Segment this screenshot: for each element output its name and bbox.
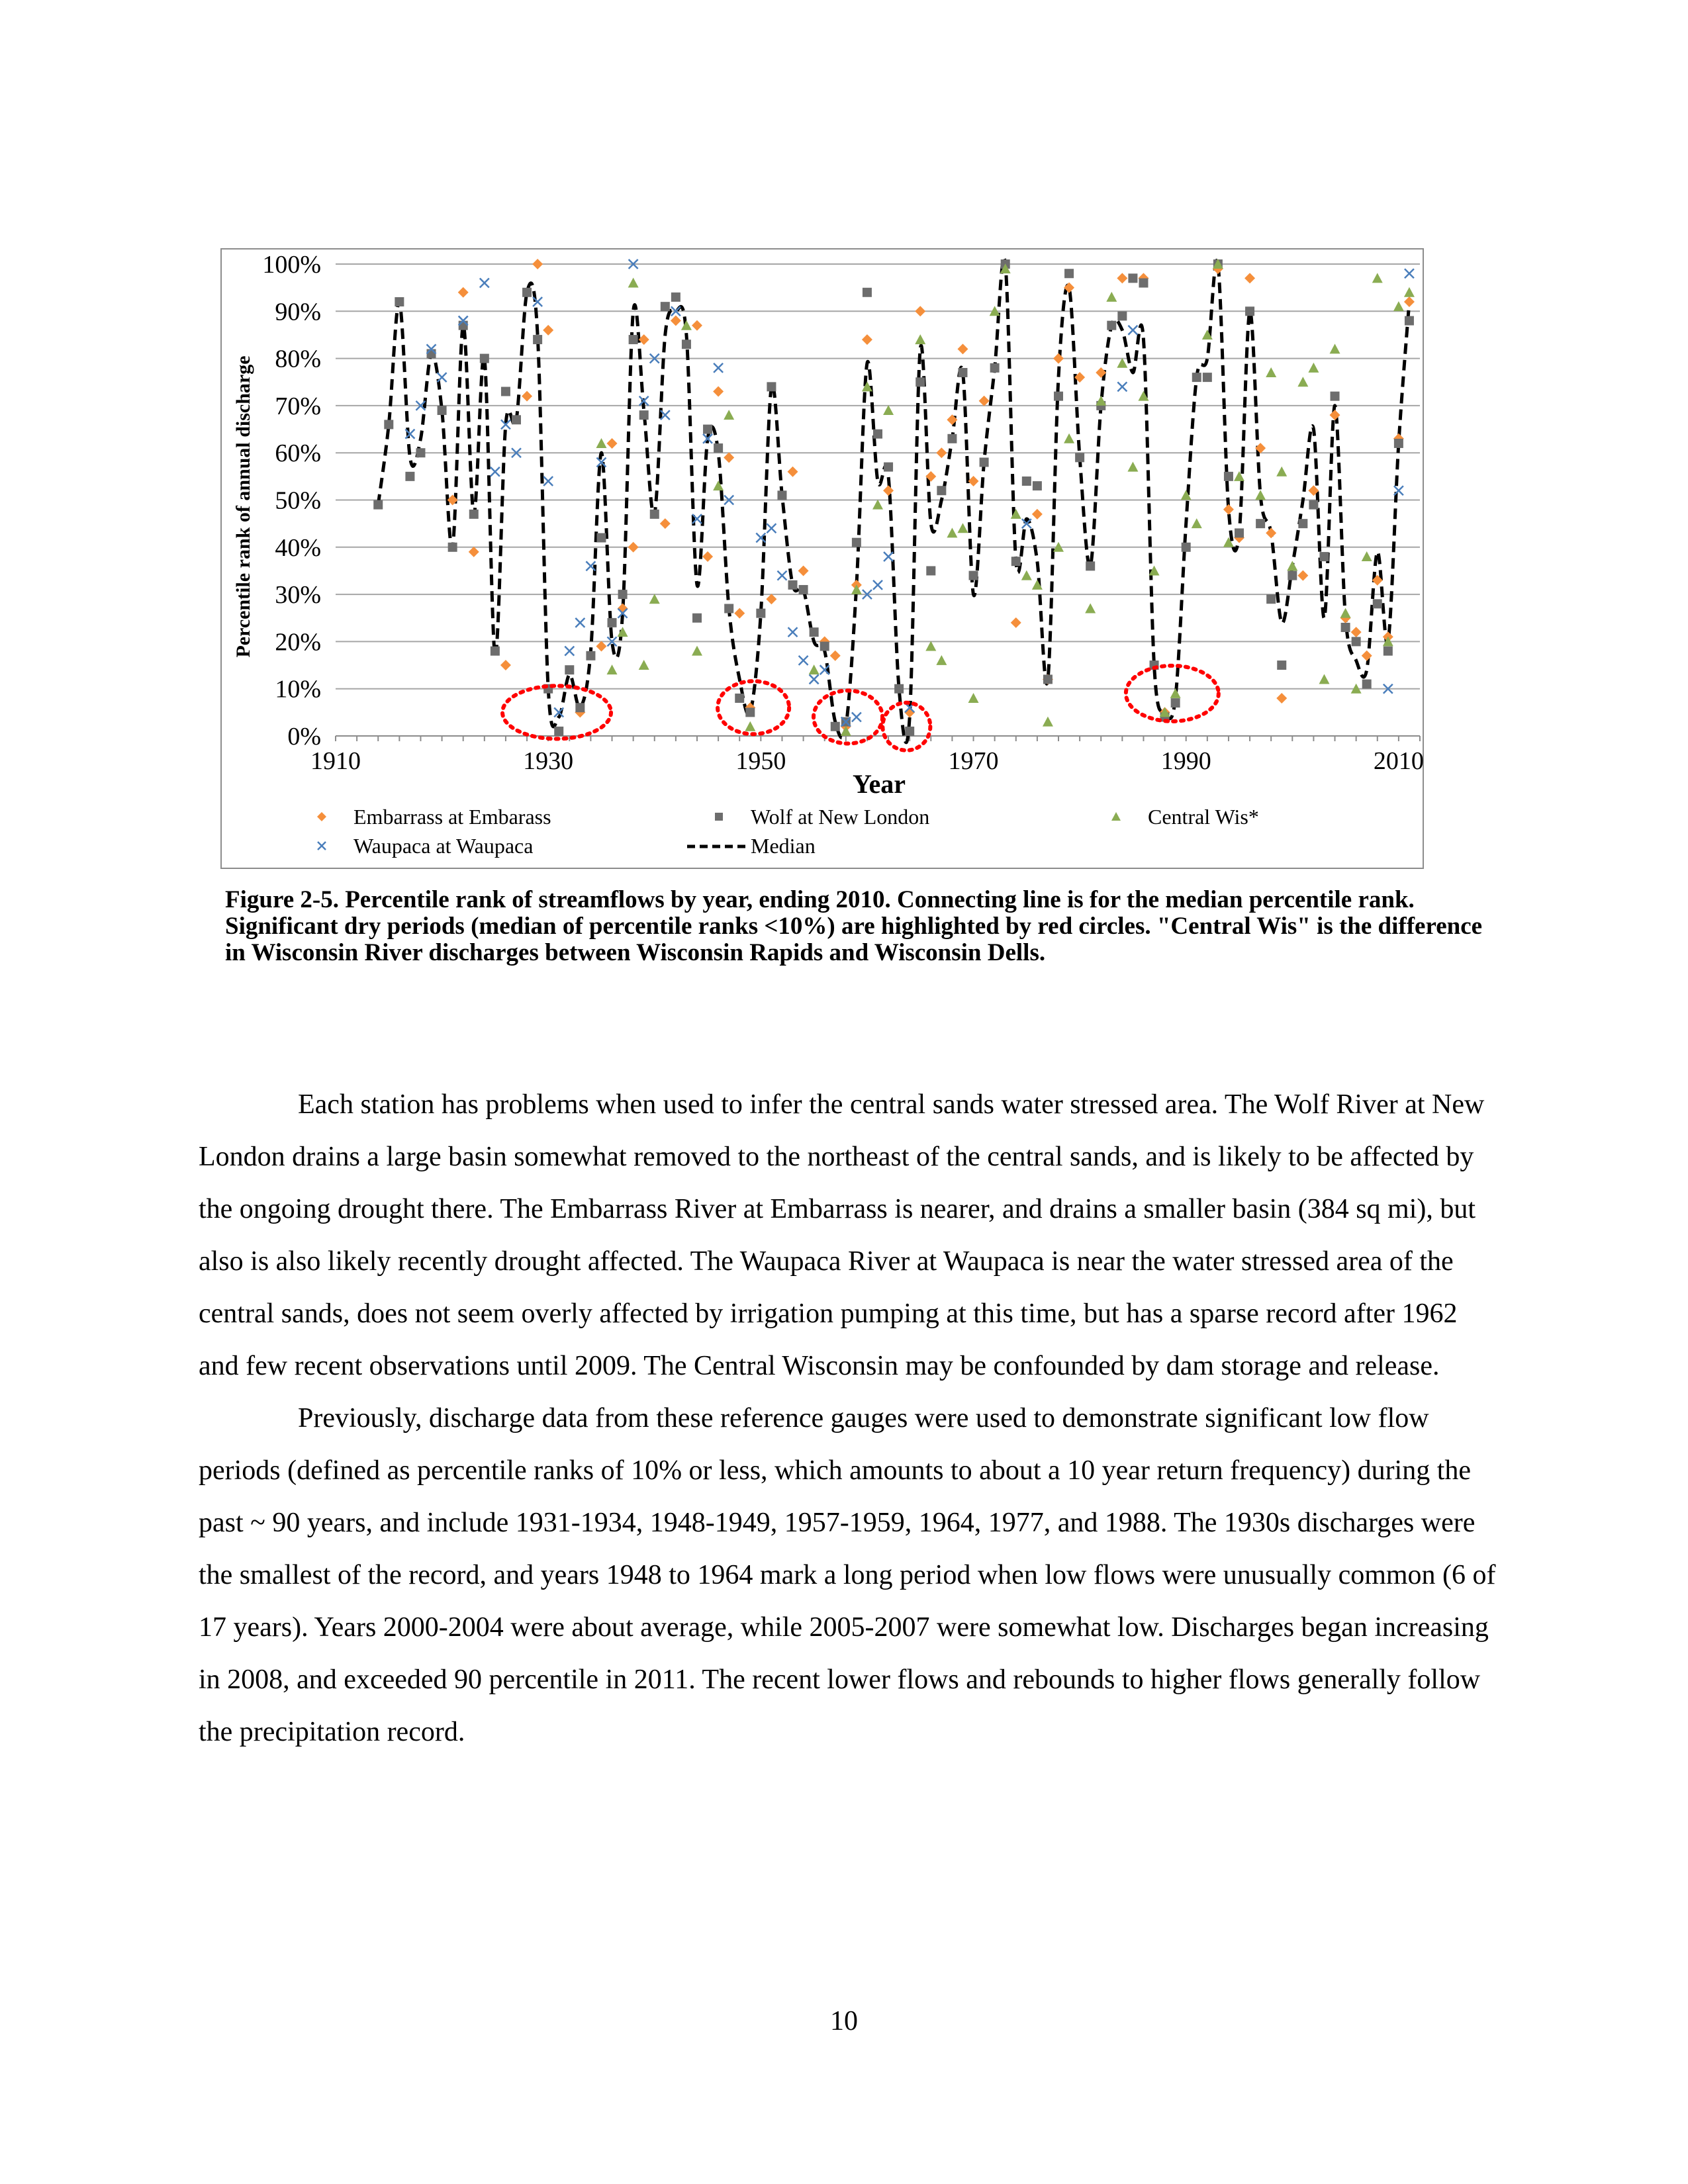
wolf-at-new-london-point bbox=[608, 618, 617, 627]
legend-item-waupaca-at-waupaca bbox=[318, 834, 533, 858]
x-tick-label: 1950 bbox=[735, 747, 786, 775]
wolf-at-new-london-point bbox=[1182, 543, 1191, 552]
wolf-at-new-london-point bbox=[1107, 321, 1116, 330]
central-wis-point bbox=[862, 381, 872, 391]
wolf-at-new-london-point bbox=[1331, 392, 1340, 401]
wolf-at-new-london-point bbox=[618, 590, 628, 599]
x-tick-label: 1990 bbox=[1160, 747, 1211, 775]
wolf-at-new-london-point bbox=[852, 538, 861, 547]
wolf-at-new-london-point bbox=[1245, 306, 1254, 316]
central-wis-point bbox=[1149, 565, 1160, 575]
series-embarrass-at-embarass bbox=[447, 259, 1415, 732]
embarrass-at-embarass-point bbox=[798, 565, 809, 576]
embarrass-at-embarass-point bbox=[1266, 527, 1276, 538]
central-wis-point bbox=[1276, 467, 1287, 477]
wolf-at-new-london-point bbox=[788, 580, 798, 590]
y-tick-label: 10% bbox=[275, 675, 321, 704]
y-tick-label: 30% bbox=[275, 581, 321, 610]
wolf-at-new-london-point bbox=[915, 377, 925, 387]
central-wis-point bbox=[596, 438, 606, 448]
central-wis-point bbox=[1362, 551, 1372, 561]
embarrass-at-embarass-point bbox=[1117, 273, 1127, 283]
central-wis-point bbox=[915, 334, 925, 344]
x-tick-label: 1930 bbox=[523, 747, 574, 775]
embarrass-at-embarass-point bbox=[936, 447, 947, 458]
wolf-at-new-london-point bbox=[1086, 561, 1095, 570]
central-wis-point bbox=[1096, 396, 1106, 406]
wolf-at-new-london-point bbox=[884, 463, 893, 472]
embarrass-at-embarass-point bbox=[532, 259, 543, 269]
embarrass-at-embarass-point bbox=[1244, 273, 1255, 283]
central-wis-point bbox=[1106, 292, 1117, 302]
central-wis-point bbox=[925, 641, 936, 651]
embarrass-at-embarass-point bbox=[724, 452, 734, 463]
wolf-at-new-london-point bbox=[1341, 623, 1350, 632]
embarrass-at-embarass-point bbox=[1330, 410, 1340, 420]
central-wis-point bbox=[936, 655, 947, 665]
x-tick-label: 1910 bbox=[310, 747, 361, 775]
wolf-at-new-london-point bbox=[1054, 392, 1063, 401]
y-tick-label: 80% bbox=[275, 345, 321, 373]
wolf-at-new-london-point bbox=[1319, 552, 1329, 561]
wolf-at-new-london-point bbox=[873, 430, 882, 439]
x-tick-label: 2010 bbox=[1373, 747, 1424, 775]
wolf-at-new-london-point bbox=[1033, 481, 1042, 490]
axes bbox=[336, 736, 1420, 741]
x-tick-label: 1970 bbox=[948, 747, 999, 775]
waupaca-at-waupaca-point bbox=[1405, 269, 1414, 278]
wolf-at-new-london-point bbox=[1383, 647, 1393, 656]
wolf-at-new-london-point bbox=[958, 368, 967, 377]
chart-container bbox=[220, 248, 1424, 869]
wolf-at-new-london-point bbox=[480, 354, 489, 363]
legend-label: Embarrass at Embarass bbox=[353, 805, 551, 829]
wolf-at-new-london-point bbox=[735, 694, 744, 703]
embarrass-at-embarass-point bbox=[543, 325, 553, 336]
embarrass-at-embarass-point bbox=[1053, 353, 1064, 364]
wolf-at-new-london-point bbox=[586, 651, 595, 660]
embarrass-at-embarass-point bbox=[500, 660, 511, 670]
y-tick-label: 100% bbox=[262, 251, 321, 279]
legend-label: Wolf at New London bbox=[751, 805, 930, 829]
central-wis-point bbox=[1127, 462, 1138, 472]
body-text bbox=[199, 1079, 1496, 1758]
central-wis-point bbox=[1340, 608, 1351, 618]
central-wis-point bbox=[1404, 287, 1415, 297]
wolf-at-new-london-point bbox=[714, 443, 723, 453]
central-wis-point bbox=[618, 627, 628, 637]
embarrass-at-embarass-point bbox=[1404, 296, 1415, 307]
central-wis-point bbox=[1117, 358, 1127, 368]
waupaca-at-waupaca-point bbox=[1117, 382, 1127, 391]
central-wis-point bbox=[639, 660, 649, 670]
wolf-at-new-london-point bbox=[491, 647, 500, 656]
series-central-wis bbox=[596, 259, 1414, 736]
legend bbox=[317, 805, 1259, 858]
wolf-at-new-london-point bbox=[1256, 519, 1265, 528]
wolf-at-new-london-point bbox=[745, 707, 755, 717]
wolf-at-new-london-point bbox=[1203, 373, 1212, 382]
central-wis-point bbox=[607, 664, 618, 674]
waupaca-at-waupaca-point bbox=[1128, 326, 1137, 335]
central-wis-point bbox=[681, 320, 692, 330]
embarrass-at-embarass-point bbox=[957, 343, 968, 354]
central-wis-point bbox=[947, 527, 957, 537]
embarrass-at-embarass-point bbox=[596, 641, 606, 652]
wolf-at-new-london-point bbox=[1139, 279, 1148, 288]
wolf-at-new-london-point bbox=[1171, 698, 1180, 707]
wolf-at-new-london-point bbox=[894, 684, 904, 694]
waupaca-at-waupaca-point bbox=[565, 647, 574, 656]
central-wis-point bbox=[1297, 377, 1308, 387]
y-tick-label: 90% bbox=[275, 298, 321, 326]
wolf-at-new-london-point bbox=[596, 533, 606, 543]
waupaca-at-waupaca-point bbox=[788, 627, 798, 637]
y-tick-label: 0% bbox=[287, 723, 321, 751]
wolf-at-new-london-point bbox=[469, 510, 479, 519]
embarrass-at-embarass-point bbox=[883, 485, 894, 496]
embarrass-at-embarass-point bbox=[766, 594, 776, 604]
central-wis-point bbox=[1064, 433, 1074, 443]
embarrass-at-embarass-point bbox=[1276, 693, 1287, 704]
waupaca-at-waupaca-point bbox=[575, 618, 585, 627]
wolf-at-new-london-point bbox=[947, 434, 957, 443]
wolf-at-new-london-point bbox=[554, 727, 563, 736]
waupaca-at-waupaca-point bbox=[884, 552, 893, 561]
wolf-at-new-london-point bbox=[661, 302, 670, 311]
embarrass-at-embarass-point bbox=[628, 542, 639, 553]
wolf-at-new-london-point bbox=[1064, 269, 1074, 278]
wolf-at-new-london-point bbox=[650, 510, 659, 519]
wolf-at-new-london-point bbox=[969, 571, 978, 580]
embarrass-at-embarass-point bbox=[788, 467, 798, 477]
wolf-at-new-london-point bbox=[1128, 273, 1137, 283]
embarrass-at-embarass-point bbox=[660, 518, 671, 529]
wolf-at-new-london-point bbox=[629, 335, 638, 344]
legend-item-median bbox=[687, 834, 816, 858]
wolf-at-new-london-point bbox=[1298, 519, 1307, 528]
central-wis-point bbox=[1032, 580, 1043, 590]
wolf-at-new-london-point bbox=[575, 703, 585, 712]
x-axis-title: Year bbox=[853, 769, 906, 799]
wolf-at-new-london-point bbox=[1235, 528, 1244, 537]
central-wis-point bbox=[1330, 343, 1340, 353]
wolf-at-new-london-point bbox=[533, 335, 542, 344]
wolf-at-new-london-point bbox=[692, 614, 702, 623]
central-wis-point bbox=[1372, 273, 1383, 283]
embarrass-at-embarass-point bbox=[522, 391, 532, 402]
legend-label: Central Wis* bbox=[1148, 805, 1259, 829]
central-wis-point bbox=[1234, 471, 1244, 481]
wolf-at-new-london-point bbox=[1192, 373, 1201, 382]
wolf-at-new-london-point bbox=[1373, 599, 1382, 608]
embarrass-at-embarass-point bbox=[607, 438, 618, 449]
series-waupaca-at-waupaca bbox=[405, 259, 1414, 727]
embarrass-at-embarass-point bbox=[1223, 504, 1234, 515]
chart-svg bbox=[222, 250, 1425, 870]
waupaca-at-waupaca-point bbox=[799, 656, 808, 665]
dry-period-circles bbox=[502, 666, 1219, 751]
central-wis-point bbox=[1266, 367, 1276, 377]
embarrass-at-embarass-point bbox=[1297, 570, 1308, 581]
wolf-at-new-london-point bbox=[1288, 571, 1297, 580]
wolf-at-new-london-point bbox=[1075, 453, 1084, 462]
embarrass-at-embarass-point bbox=[734, 608, 745, 619]
wolf-at-new-london-point bbox=[405, 472, 414, 481]
wolf-at-new-london-point bbox=[427, 349, 436, 358]
page-number: 10 bbox=[830, 2006, 858, 2036]
wolf-at-new-london-point bbox=[777, 490, 786, 500]
central-wis-point bbox=[745, 721, 755, 731]
waupaca-at-waupaca-point bbox=[873, 580, 882, 590]
wolf-at-new-london-point bbox=[512, 415, 521, 424]
y-axis-title: Percentile rank of annual discharge bbox=[232, 355, 254, 658]
central-wis-point bbox=[809, 664, 820, 674]
central-wis-point bbox=[968, 693, 979, 703]
wolf-at-new-london-point bbox=[1394, 439, 1403, 448]
legend-item-central-wis bbox=[1111, 805, 1259, 829]
embarrass-at-embarass-point bbox=[1011, 617, 1021, 628]
embarrass-at-embarass-point bbox=[862, 334, 872, 345]
central-wis-point bbox=[1043, 717, 1053, 727]
legend-marker-icon bbox=[318, 842, 326, 850]
wolf-at-new-london-point bbox=[810, 627, 819, 637]
central-wis-point bbox=[649, 594, 660, 604]
wolf-at-new-london-point bbox=[639, 410, 649, 420]
central-wis-point bbox=[1085, 603, 1096, 613]
embarrass-at-embarass-point bbox=[830, 651, 841, 661]
wolf-at-new-london-point bbox=[565, 665, 574, 674]
waupaca-at-waupaca-point bbox=[810, 674, 819, 684]
wolf-at-new-london-point bbox=[384, 420, 393, 429]
figure-caption bbox=[225, 887, 1483, 966]
central-wis-point bbox=[1255, 490, 1266, 500]
embarrass-at-embarass-point bbox=[1032, 509, 1043, 520]
wolf-at-new-london-point bbox=[373, 500, 383, 510]
paragraph-1: Each station has problems when used to infer the central sands water stressed area. The Wolf River at New London drains a large basin somewhat removed to the northeast of the central sands, and is likely to be affected by the ongoing drought there. The Embarrass River at Embarrass is nearer, and drains a smaller basin (384 sq mi), but also is also likely recently drought affected. The Waupaca River at Waupaca is near the water stressed area of the central sands, does not seem overly affected by irrigation pumping at this time, but has a sparse record after 1962 and few recent observations until 2009. The Central Wisconsin may be confounded by dam storage and release. bbox=[199, 1089, 1485, 1381]
wolf-at-new-london-point bbox=[863, 288, 872, 297]
central-wis-point bbox=[883, 405, 894, 415]
embarrass-at-embarass-point bbox=[1351, 627, 1362, 637]
marker-series bbox=[373, 259, 1415, 736]
central-wis-point bbox=[724, 410, 734, 420]
wolf-at-new-london-point bbox=[724, 604, 733, 613]
embarrass-at-embarass-point bbox=[671, 316, 681, 326]
wolf-at-new-london-point bbox=[756, 609, 765, 618]
wolf-at-new-london-point bbox=[703, 425, 712, 434]
wolf-at-new-london-point bbox=[395, 297, 404, 306]
wolf-at-new-london-point bbox=[1362, 680, 1372, 689]
wolf-at-new-london-point bbox=[1011, 557, 1021, 566]
wolf-at-new-london-point bbox=[1224, 472, 1233, 481]
wolf-at-new-london-point bbox=[438, 406, 447, 415]
wolf-at-new-london-point bbox=[1022, 477, 1031, 486]
y-tick-label: 60% bbox=[275, 439, 321, 468]
waupaca-at-waupaca-point bbox=[480, 279, 489, 288]
central-wis-point bbox=[872, 500, 883, 510]
embarrass-at-embarass-point bbox=[979, 396, 990, 406]
wolf-at-new-london-point bbox=[1266, 594, 1276, 604]
y-tick-label: 70% bbox=[275, 392, 321, 420]
wolf-at-new-london-point bbox=[459, 321, 468, 330]
wolf-at-new-london-point bbox=[937, 486, 946, 495]
dry-period-circle bbox=[1126, 666, 1219, 721]
paragraph-2: Previously, discharge data from these reference gauges were used to demonstrate significant low flow periods (defined as percentile ranks of 10% or less, which amounts to about a 10 year return frequency) during the past ~ 90 years, and include 1931-1934, 1948-1949, 1957-1959, 1964, 1977, and 1988. The 1930s discharges were the smallest of the record, and years 1948 to 1964 mark a long period when low flows were unusually common (6 of 17 years). Years 2000-2004 were about average, while 2005-2007 were somewhat low. Discharges began increasing in 2008, and exceeded 90 percentile in 2011. The recent lower flows and rebounds to higher flows generally follow the precipitation record. bbox=[199, 1403, 1496, 1747]
axis-labels bbox=[232, 251, 1424, 799]
wolf-at-new-london-point bbox=[980, 457, 989, 467]
legend-item-wolf-at-new-london bbox=[715, 805, 929, 829]
wolf-at-new-london-point bbox=[501, 387, 510, 396]
wolf-at-new-london-point bbox=[522, 288, 532, 297]
wolf-at-new-london-point bbox=[767, 382, 776, 391]
central-wis-point bbox=[1319, 674, 1329, 684]
central-wis-point bbox=[1021, 570, 1032, 580]
embarrass-at-embarass-point bbox=[702, 551, 713, 562]
wolf-at-new-london-point bbox=[682, 340, 691, 349]
wolf-at-new-london-point bbox=[990, 363, 1000, 373]
embarrass-at-embarass-point bbox=[469, 547, 479, 557]
legend-label: Median bbox=[751, 834, 816, 858]
central-wis-point bbox=[1170, 688, 1181, 698]
wolf-at-new-london-point bbox=[1277, 660, 1286, 670]
wolf-at-new-london-point bbox=[1352, 637, 1361, 646]
central-wis-point bbox=[957, 523, 968, 533]
legend-marker-icon bbox=[317, 812, 326, 821]
central-wis-point bbox=[1308, 363, 1319, 373]
waupaca-at-waupaca-point bbox=[438, 373, 447, 382]
y-tick-label: 40% bbox=[275, 533, 321, 562]
central-wis-point bbox=[1287, 561, 1297, 570]
legend-item-embarrass-at-embarass bbox=[317, 805, 551, 829]
waupaca-at-waupaca-point bbox=[491, 467, 500, 477]
central-wis-point bbox=[1393, 301, 1404, 311]
wolf-at-new-london-point bbox=[820, 642, 829, 651]
legend-label: Waupaca at Waupaca bbox=[353, 834, 534, 858]
waupaca-at-waupaca-point bbox=[543, 477, 553, 486]
embarrass-at-embarass-point bbox=[713, 387, 724, 397]
waupaca-at-waupaca-point bbox=[714, 363, 723, 373]
embarrass-at-embarass-point bbox=[692, 320, 702, 331]
y-tick-label: 50% bbox=[275, 486, 321, 515]
legend-marker-icon bbox=[715, 813, 723, 821]
wolf-at-new-london-point bbox=[1043, 674, 1053, 684]
central-wis-point bbox=[628, 278, 639, 288]
wolf-at-new-london-point bbox=[448, 543, 457, 552]
wolf-at-new-london-point bbox=[831, 722, 840, 731]
central-wis-point bbox=[1192, 518, 1202, 528]
wolf-at-new-london-point bbox=[905, 727, 914, 736]
wolf-at-new-london-point bbox=[1405, 316, 1414, 326]
wolf-at-new-london-point bbox=[416, 448, 425, 457]
embarrass-at-embarass-point bbox=[968, 476, 979, 486]
central-wis-point bbox=[692, 646, 702, 656]
embarrass-at-embarass-point bbox=[915, 306, 925, 316]
embarrass-at-embarass-point bbox=[1362, 651, 1372, 661]
waupaca-at-waupaca-point bbox=[777, 571, 786, 580]
wolf-at-new-london-point bbox=[1309, 500, 1318, 510]
embarrass-at-embarass-point bbox=[458, 287, 469, 298]
wolf-at-new-london-point bbox=[799, 585, 808, 594]
y-tick-label: 20% bbox=[275, 628, 321, 657]
wolf-at-new-london-point bbox=[671, 293, 680, 302]
wolf-at-new-london-point bbox=[1117, 311, 1127, 320]
caption-text: Figure 2-5. Percentile rank of streamflows by year, ending 2010. Connecting line is for the median percentile rank. Significant dry periods (median of percentile ranks <10%) are highlighted by red circles. "Central Wis" is the difference in Wisconsin River discharges between Wisconsin Rapids and Wisconsin Dells. bbox=[225, 886, 1483, 966]
waupaca-at-waupaca-point bbox=[852, 712, 861, 721]
waupaca-at-waupaca-point bbox=[767, 523, 776, 533]
legend-marker-icon bbox=[1111, 812, 1121, 821]
wolf-at-new-london-point bbox=[926, 566, 935, 575]
